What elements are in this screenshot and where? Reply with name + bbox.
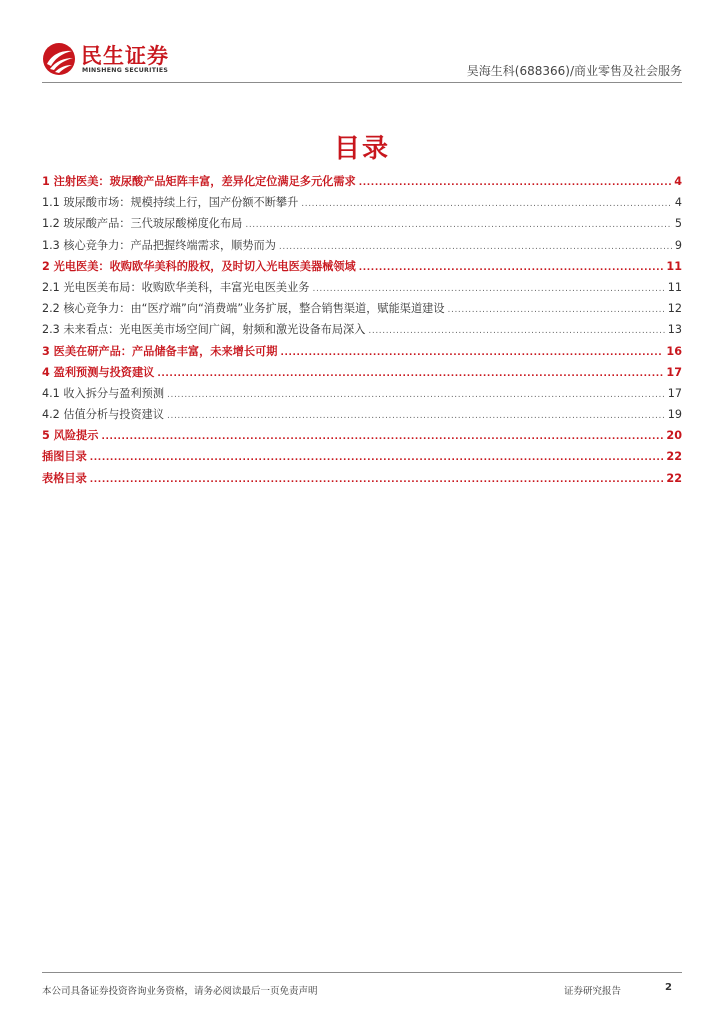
toc-entry-page: 4 bbox=[674, 196, 682, 210]
toc-dot-leader bbox=[448, 305, 665, 315]
toc-entry-title: 2.1 光电医美布局：收购欧华美科，丰富光电医美业务 bbox=[42, 280, 310, 294]
toc-dot-leader bbox=[368, 326, 664, 336]
toc-dot-leader bbox=[280, 348, 663, 358]
toc-entry-title: 5 风险提示 bbox=[42, 429, 99, 443]
table-of-contents bbox=[42, 173, 682, 491]
toc-dot-leader bbox=[90, 453, 664, 463]
toc-entry-page: 11 bbox=[666, 259, 682, 273]
toc-entry-title: 2 光电医美：收购欧华美科的股权，及时切入光电医美器械领域 bbox=[42, 259, 356, 273]
toc-section-entry[interactable] bbox=[42, 364, 682, 385]
toc-entry-title: 4.1 收入拆分与盈利预测 bbox=[42, 386, 165, 400]
logo-chinese-name: 民生证券 bbox=[81, 44, 169, 68]
toc-entry-title: 插图目录 bbox=[42, 450, 87, 464]
toc-subsection-entry[interactable] bbox=[42, 321, 682, 342]
toc-dot-leader bbox=[245, 220, 672, 230]
toc-dot-leader bbox=[157, 369, 663, 379]
toc-dot-leader bbox=[359, 178, 671, 188]
toc-entry-page: 9 bbox=[674, 238, 682, 252]
toc-dot-leader bbox=[301, 199, 672, 209]
toc-section-entry[interactable] bbox=[42, 173, 682, 194]
toc-entry-title: 1 注射医美：玻尿酸产品矩阵丰富，差异化定位满足多元化需求 bbox=[42, 175, 356, 188]
toc-entry-page: 4 bbox=[674, 175, 682, 188]
toc-dot-leader bbox=[101, 432, 663, 442]
toc-entry-page: 19 bbox=[667, 408, 682, 422]
toc-dot-leader bbox=[279, 242, 672, 252]
toc-subsection-entry[interactable] bbox=[42, 215, 682, 236]
company-logo bbox=[42, 38, 182, 78]
toc-entry-page: 22 bbox=[666, 471, 682, 485]
toc-subsection-entry[interactable] bbox=[42, 194, 682, 215]
header-divider bbox=[42, 82, 682, 83]
toc-subsection-entry[interactable] bbox=[42, 279, 682, 300]
toc-entry-page: 13 bbox=[667, 323, 682, 337]
toc-entry-page: 20 bbox=[666, 429, 682, 443]
toc-subsection-entry[interactable] bbox=[42, 237, 682, 258]
toc-entry-page: 16 bbox=[666, 344, 682, 358]
toc-subsection-entry[interactable] bbox=[42, 300, 682, 321]
toc-section-entry[interactable] bbox=[42, 343, 682, 364]
toc-section-entry[interactable] bbox=[42, 448, 682, 469]
toc-entry-title: 1.2 玻尿酸产品：三代玻尿酸梯度化布局 bbox=[42, 217, 243, 231]
toc-entry-title: 4.2 估值分析与投资建议 bbox=[42, 408, 165, 422]
toc-section-entry[interactable] bbox=[42, 258, 682, 279]
footer-disclaimer: 本公司具备证券投资咨询业务资格，请务必阅读最后一页免责声明 bbox=[42, 986, 318, 997]
toc-entry-title: 4 盈利预测与投资建议 bbox=[42, 365, 155, 379]
toc-entry-page: 22 bbox=[666, 450, 682, 464]
toc-entry-page: 17 bbox=[667, 386, 682, 400]
toc-dot-leader bbox=[90, 475, 664, 485]
toc-dot-leader bbox=[359, 263, 664, 273]
toc-entry-page: 5 bbox=[674, 217, 682, 231]
toc-section-entry[interactable] bbox=[42, 470, 682, 491]
toc-subsection-entry[interactable] bbox=[42, 406, 682, 427]
minsheng-logo-icon bbox=[42, 42, 76, 76]
toc-entry-title: 1.3 核心竞争力：产品把握终端需求，顺势而为 bbox=[42, 238, 276, 252]
toc-entry-title: 表格目录 bbox=[42, 471, 87, 485]
page-number: 2 bbox=[665, 982, 672, 993]
report-tag: 昊海生科(688366)/商业零售及社会服务 bbox=[466, 64, 682, 78]
footer-divider bbox=[42, 972, 682, 973]
toc-dot-leader bbox=[167, 411, 665, 421]
page-header bbox=[42, 38, 682, 84]
toc-entry-title: 2.2 核心竞争力：由“医疗端”向“消费端”业务扩展，整合销售渠道，赋能渠道建设 bbox=[42, 302, 445, 316]
toc-entry-page: 17 bbox=[666, 365, 682, 379]
toc-entry-title: 2.3 未来看点：光电医美市场空间广阔，射频和激光设备布局深入 bbox=[42, 323, 366, 337]
page-title: 目录 bbox=[333, 134, 390, 164]
toc-subsection-entry[interactable] bbox=[42, 385, 682, 406]
footer-report-type: 证券研究报告 bbox=[564, 986, 622, 997]
toc-dot-leader bbox=[312, 284, 664, 294]
logo-english-name: MINSHENG SECURITIES bbox=[82, 67, 169, 74]
toc-entry-page: 11 bbox=[667, 280, 682, 294]
toc-entry-title: 1.1 玻尿酸市场：规模持续上行，国产份额不断攀升 bbox=[42, 196, 299, 210]
toc-entry-title: 3 医美在研产品：产品储备丰富，未来增长可期 bbox=[42, 344, 278, 358]
toc-section-entry[interactable] bbox=[42, 427, 682, 448]
toc-entry-page: 12 bbox=[667, 302, 682, 316]
toc-dot-leader bbox=[167, 390, 665, 400]
